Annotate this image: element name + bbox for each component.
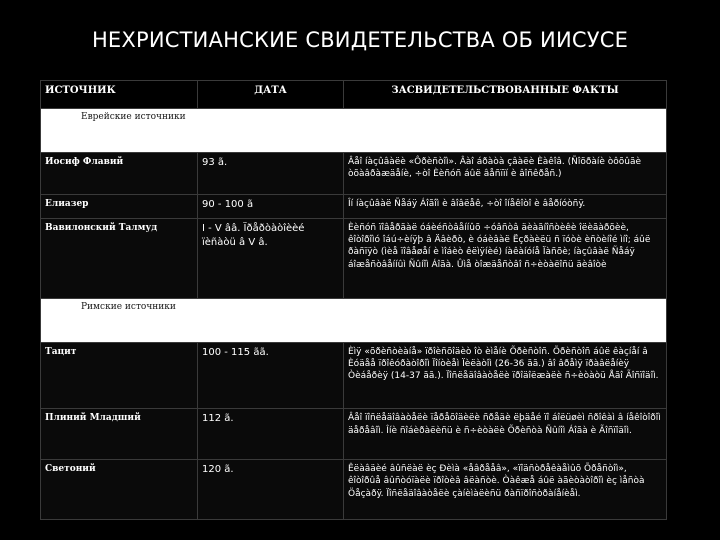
facts-cell: Âåî ïîñëåäîâàòåëè ïåðåõîäèëè ñðåäè ëþäåé ïî áîëüøèì ñðîêàì â íåêîòîðîì äåðåâîì. Îíè ñîáèðàëèñü è ñ÷èòàëè Õðèñòà Ñûíîì Áîãà è Ãîñïîäîì. [344, 409, 667, 460]
table-row [41, 343, 667, 409]
facts-cell: Êëàâäèé âûñëàë èç Ðèìà «åâðååâ», «ïîäñòðåêàåìûõ Õðåñòîì», êîòîðûå âûñòóïàëè ïðîòèâ âëàñòè. Òàêæå áûë àãèòàòîðîì èç ìåñòà Öåçàðÿ. Ïîñëåäîâàòåëè çàíèìàëèñü ðàñïðîñòðàíåíèåì. [344, 460, 667, 520]
section-row-roman [41, 298, 667, 342]
table-row [41, 460, 667, 520]
source-cell: Иосиф Флавий [41, 152, 198, 194]
source-cell: Тацит [41, 343, 198, 409]
header-source: ИСТОЧНИК [41, 81, 198, 109]
source-cell: Плиний Младший [41, 409, 198, 460]
source-cell: Светоний [41, 460, 198, 520]
slide-title: НЕХРИСТИАНСКИЕ СВИДЕТЕЛЬСТВА ОБ ИИСУСЕ [91, 28, 629, 52]
section-label: Римские источники [81, 301, 176, 312]
date-cell: 90 - 100 ã [198, 194, 344, 218]
table-row [41, 152, 667, 194]
table-header-row [41, 81, 667, 109]
table-row [41, 194, 667, 218]
source-cell: Вавилонский Талмуд [41, 219, 198, 299]
evidence-table [40, 80, 667, 520]
section-label: Еврейские источники [81, 111, 186, 122]
section-row-jewish [41, 108, 667, 152]
facts-cell: Âåî íàçûâàëè «Ôðèñòîì». Âàî áðàòà çâàëè Èàêîâ. (Ñîõðàíè òôõûãè òõàâðàæäåíè, ÷òî Èèñóñ áûë âåñïïí è âîñêðåñ.) [344, 152, 667, 194]
facts-cell: Îí íàçûâàë Ñåáÿ Áîãîì è âîâëåê, ÷òî îíåêîòî è âåðíóòñÿ. [344, 194, 667, 218]
date-cell: 100 - 115 ãã. [198, 343, 344, 409]
date-cell: 112 ã. [198, 409, 344, 460]
facts-cell: Èìÿ «õðèñòèàíå» ïðîèñõîäèò îò èìåíè Õðèñòîñ. Õðèñòîñ áûë êàçíåí â Èóäåå ïðîêóðàòîðîì Ïîíòèåì Ïèëàòîì (26-36 ãã.) âî âðåìÿ ïðàâëåíèÿ Òèáåðèÿ (14-37 ãã.). Ïîñëåäîâàòåëè ïðîäîëæàëè ñ÷èòàòü Åãî Ãîñïîäîì. [344, 343, 667, 409]
table-row [41, 219, 667, 299]
date-cell: 120 ã. [198, 460, 344, 520]
header-date: ДАТА [198, 81, 344, 109]
table-row [41, 409, 667, 460]
header-facts: ЗАСВИДЕТЕЛЬСТВОВАННЫЕ ФАКТЫ [344, 81, 667, 109]
source-cell: Елиазер [41, 194, 198, 218]
facts-cell: Èèñóñ ïîâåðãàë óáèéñòâåííûõ ÷óâñòâ äèàãíîñòèêè îëèãàðõèè, êîòîðîìó îáú÷èíÿþ â Äâèðò, è óáèâàë Ëçðàèëü ñ ïóòè èñòèíîé ìíî; áûë ðàñïÿò (ìèå ïîâåøåí è ìîáèò êëìÿíèé) íàêàíóíå Ïàñõè; íàçûâàë Ñåáÿ áîæåñòâåííûì Ñûíîì Áîãà. Ûìå òîæäåñòâî ñ÷èòàëîñü äèâîòè [344, 219, 667, 299]
date-cell: I - V ââ. Ïðåðòàòîèèé ïèñàòü â V â. [198, 219, 344, 299]
date-cell: 93 ã. [198, 152, 344, 194]
